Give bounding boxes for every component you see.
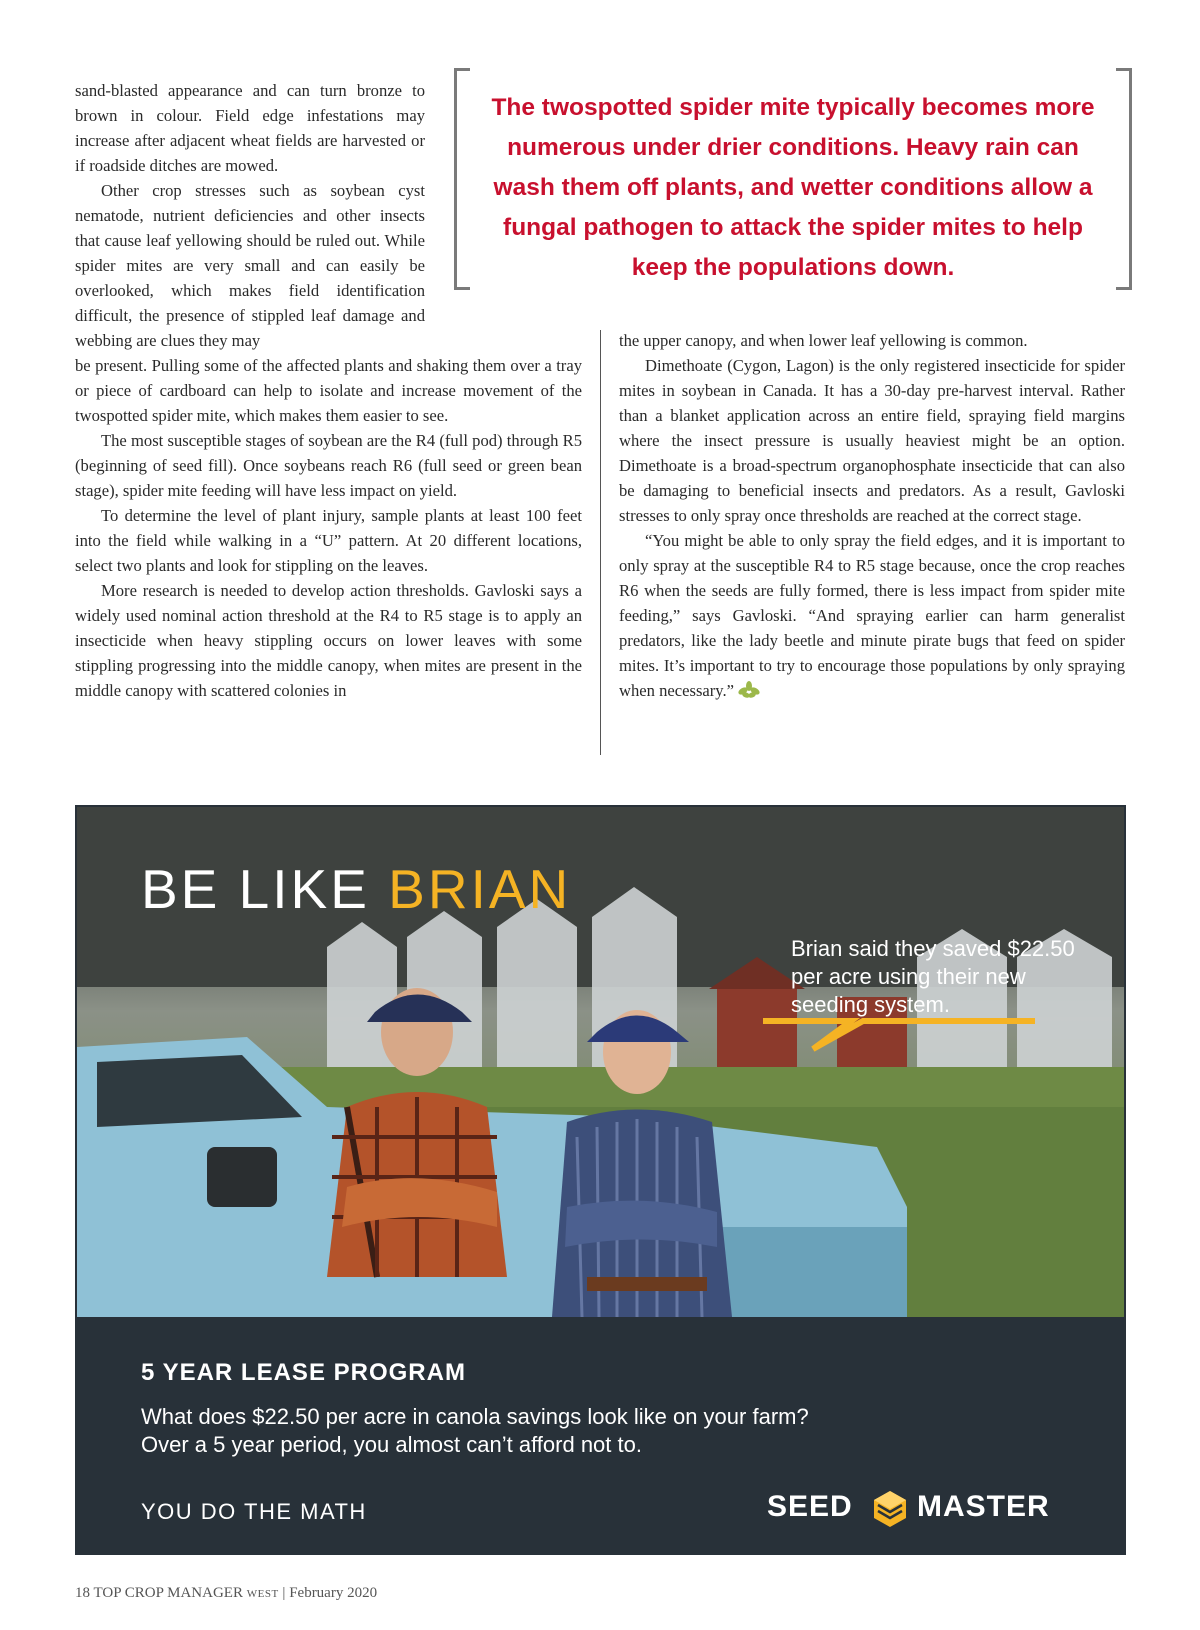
paragraph: The most susceptible stages of soybean are the R4 (full pod) through R5 (beginning of seed fill). Once soybeans reach R6 (full seed or green bean stage), spider mite feeding will have less impact on yield. <box>75 431 582 500</box>
ad-tagline: YOU DO THE MATH <box>141 1499 367 1524</box>
footer-separator: | <box>282 1585 286 1601</box>
seedmaster-logo <box>767 1489 1067 1529</box>
paragraph: To determine the level of plant injury, sample plants at least 100 feet into the field while walking in a “U” pattern. At 20 different locations, select two plants and look for stippling on the leaves. <box>75 506 582 575</box>
paragraph-text: “You might be able to only spray the field edges, and it is important to only spray at the susceptible R4 to R5 stage because, once the crop reaches R6 when the seeds are fully formed, there is less impact from spider mite feeding,” says Gavloski. “And spraying earlier can harm generalist predators, like the lady beetle and minute pirate bugs that feed on spider mites. It’s important to try to encourage those populations by only spraying when necessary.” <box>619 531 1125 700</box>
paragraph: be present. Pulling some of the affected plants and shaking them over a tray or piece of cardboard can help to isolate and increase movement of the twospotted spider mite, which makes them easier to see. <box>75 356 582 425</box>
lease-line: What does $22.50 per acre in canola savings look like on your farm? <box>141 1404 809 1429</box>
paragraph: sand-blasted appearance and can turn bronze to brown in colour. Field edge infestations may increase after adjacent wheat fields are harvested or if roadside ditches are mowed. <box>75 81 425 175</box>
paragraph: the upper canopy, and when lower leaf yellowing is common. <box>619 331 1028 350</box>
leaf-end-mark-icon <box>738 681 760 699</box>
headline-part2: BRIAN <box>388 858 572 920</box>
magazine-edition: WEST <box>246 1588 279 1600</box>
seedmaster-advertisement[interactable] <box>75 805 1126 1555</box>
ad-quote: Brian said they saved $22.50 per acre using their new seeding system. <box>791 936 1075 1017</box>
lease-program-body <box>141 1403 941 1459</box>
magazine-name: TOP CROP MANAGER <box>93 1585 243 1601</box>
right-bracket <box>1116 68 1132 290</box>
lease-line: Over a 5 year period, you almost can’t afford not to. <box>141 1432 642 1457</box>
paragraph <box>619 528 1125 703</box>
paragraph: Other crop stresses such as soybean cyst nematode, nutrient deficiencies and other insects that cause leaf yellowing should be ruled out. While spider mites are very small and can easily be overlooked, which makes field identification difficult, the presence of stippled leaf damage and webbing are clues they may <box>75 181 425 350</box>
article-column-right <box>619 328 1125 703</box>
lease-program-title: 5 YEAR LEASE PROGRAM <box>141 1359 466 1386</box>
left-bracket <box>454 68 470 290</box>
ad-info-panel <box>75 1319 1126 1555</box>
brand-left: SEED <box>767 1490 853 1523</box>
speech-pointer-icon <box>763 1015 1035 1055</box>
ad-headline <box>141 857 571 921</box>
issue-date: February 2020 <box>289 1585 378 1601</box>
paragraph: Dimethoate (Cygon, Lagon) is the only registered insecticide for spider mites in soybean in Canada. It has a 30-day pre-harvest interval. Rather than a blanket application across an entire field, spraying field margins where the insect pressure is usually heaviest might be an option. Dimethoate is a broad-spectrum organophosphate insecticide that can also be damaging to beneficial insects and predators. As a result, Gavloski stresses to only spray once thresholds are reached at the correct stage. <box>619 356 1125 525</box>
pull-quote-text: The twospotted spider mite typically becomes more numerous under drier conditions. Heavy rain can wash them off plants, and wetter conditions allow a fungal pathogen to attack the spider mites to help keep the populations down. <box>491 94 1095 281</box>
ad-photo <box>77 807 1124 1317</box>
seed-hexagon-icon <box>870 1489 910 1529</box>
page-number: 18 <box>75 1585 90 1601</box>
column-divider <box>600 330 601 755</box>
paragraph: More research is needed to develop action thresholds. Gavloski says a widely used nominal action threshold at the R4 to R5 stage is to apply an insecticide when heavy stippling occurs on lower leaves with some stippling progressing into the middle canopy, when mites are present in the middle canopy with scattered colonies in <box>75 581 582 700</box>
pull-quote <box>454 68 1132 290</box>
headline-part1: BE LIKE <box>141 858 389 920</box>
page-footer <box>75 1585 377 1602</box>
article-column-top-left <box>75 78 425 353</box>
brand-right: MASTER <box>917 1490 1050 1523</box>
article-column-left <box>75 353 582 703</box>
